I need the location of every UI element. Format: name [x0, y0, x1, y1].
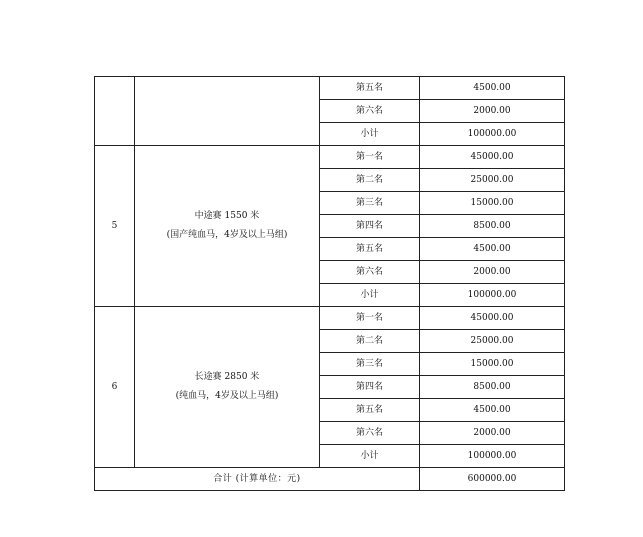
rank-cell: 第一名: [320, 307, 420, 330]
rank-cell: 第三名: [320, 192, 420, 215]
race-number-cell: 6: [95, 307, 135, 468]
race-name-cell: [135, 146, 320, 307]
amount-cell: 8500.00: [420, 376, 565, 399]
race-name: 长途赛 2850 米: [194, 372, 260, 383]
total-amount: 600000.00: [420, 468, 565, 491]
rank-cell: 小计: [320, 123, 420, 146]
race-number-cell: 5: [95, 146, 135, 307]
rank-cell: 第四名: [320, 376, 420, 399]
rank-cell: 小计: [320, 284, 420, 307]
total-label: 合计 (计算单位：元): [95, 468, 420, 491]
race-category: (国产纯血马，4岁及以上马组): [166, 230, 288, 240]
race-number-cell: [95, 77, 135, 146]
table-row: [95, 146, 565, 169]
rank-cell: 第五名: [320, 77, 420, 100]
amount-cell: 25000.00: [420, 330, 565, 353]
race-name-cell: [135, 77, 320, 146]
rank-cell: 第六名: [320, 100, 420, 123]
amount-cell: 25000.00: [420, 169, 565, 192]
table-row: [95, 307, 565, 330]
amount-cell: 2000.00: [420, 261, 565, 284]
rank-cell: 第二名: [320, 330, 420, 353]
rank-cell: 第四名: [320, 215, 420, 238]
amount-cell: 4500.00: [420, 399, 565, 422]
rank-cell: 第六名: [320, 261, 420, 284]
amount-cell: 4500.00: [420, 238, 565, 261]
total-row: [95, 468, 565, 491]
amount-cell: 2000.00: [420, 100, 565, 123]
rank-cell: 第二名: [320, 169, 420, 192]
race-name-cell: [135, 307, 320, 468]
amount-cell: 100000.00: [420, 284, 565, 307]
rank-cell: 小计: [320, 445, 420, 468]
rank-cell: 第三名: [320, 353, 420, 376]
rank-cell: 第六名: [320, 422, 420, 445]
race-name: 中途赛 1550 米: [194, 211, 260, 222]
rank-cell: 第一名: [320, 146, 420, 169]
amount-cell: 8500.00: [420, 215, 565, 238]
amount-cell: 100000.00: [420, 123, 565, 146]
rank-cell: 第五名: [320, 238, 420, 261]
prize-table: [94, 76, 565, 491]
amount-cell: 2000.00: [420, 422, 565, 445]
table-row: [95, 77, 565, 100]
rank-cell: 第五名: [320, 399, 420, 422]
amount-cell: 15000.00: [420, 353, 565, 376]
race-category: (纯血马，4岁及以上马组): [175, 391, 279, 401]
amount-cell: 100000.00: [420, 445, 565, 468]
amount-cell: 45000.00: [420, 146, 565, 169]
amount-cell: 15000.00: [420, 192, 565, 215]
amount-cell: 45000.00: [420, 307, 565, 330]
amount-cell: 4500.00: [420, 77, 565, 100]
